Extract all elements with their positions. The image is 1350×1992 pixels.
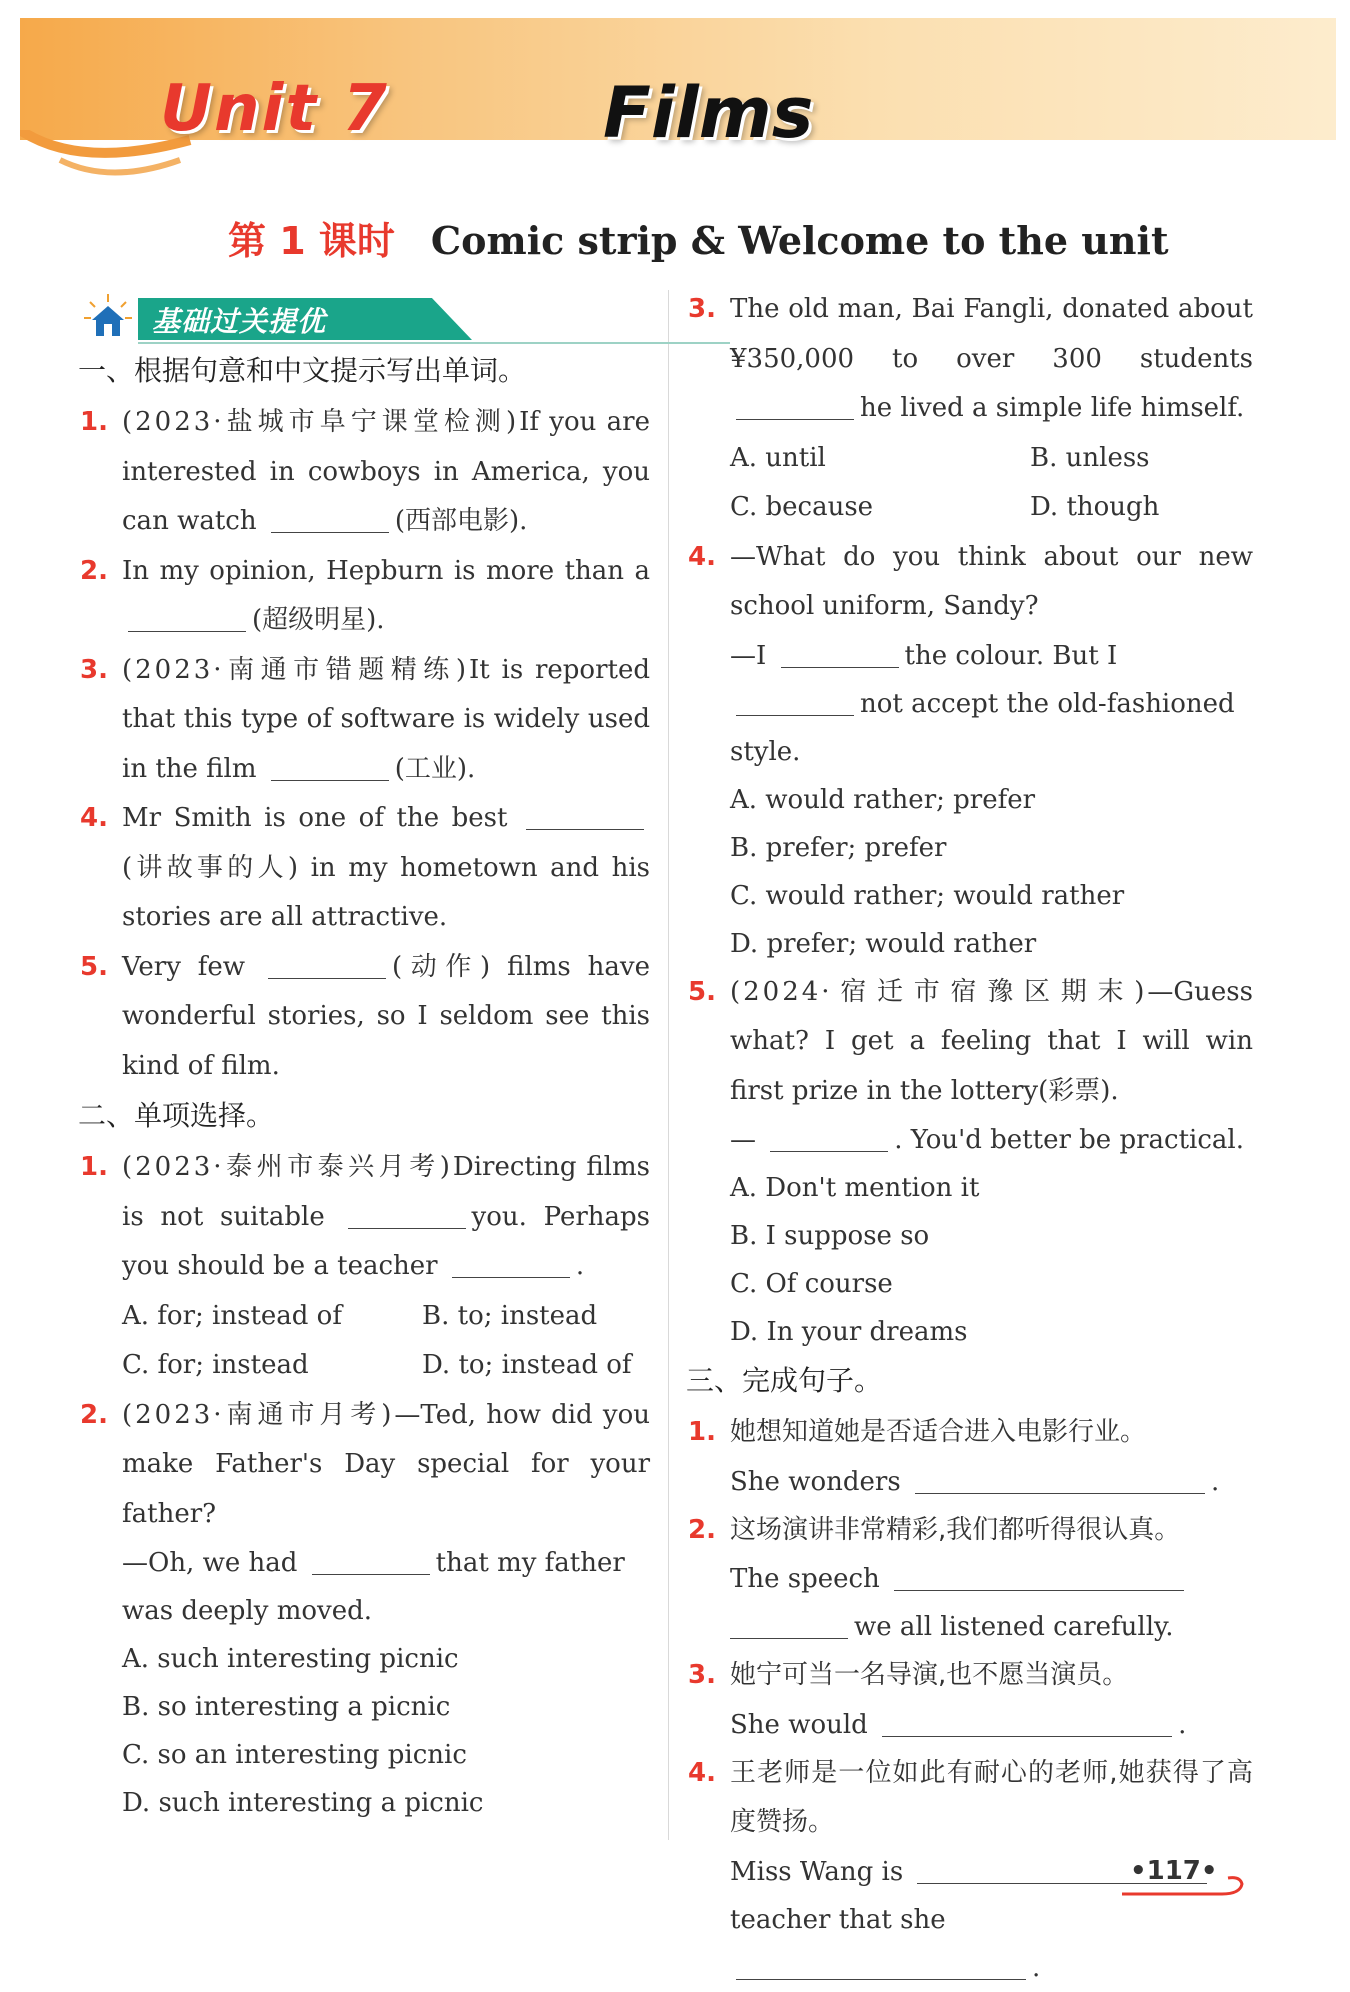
part1-question-5 [80, 943, 650, 1092]
unit-label: Unit 7 [160, 72, 389, 146]
question-hint: (超级明星). [252, 605, 385, 635]
part2-question-2-reply [80, 1539, 650, 1635]
section-badge [80, 290, 650, 346]
answer-blank[interactable] [915, 1467, 1205, 1494]
option-d[interactable]: D. prefer; would rather [730, 928, 1037, 959]
chinese-prompt: 这场演讲非常精彩,我们都听得很认真。 [730, 1514, 1181, 1545]
question-text-cont: he lived a simple life himself. [860, 393, 1245, 423]
part2-heading: 二、单项选择。 [78, 1099, 275, 1132]
question-text-cont: you. Perhaps you should be a teacher [122, 1201, 650, 1281]
part3-question-3 [688, 1651, 1253, 1701]
answer-blank[interactable] [770, 1125, 888, 1152]
lesson-number: 第 1 课时 [228, 219, 395, 263]
answer-blank[interactable] [736, 393, 854, 420]
answer-blank[interactable] [730, 1612, 848, 1639]
option-d[interactable]: D. to; instead of [422, 1350, 632, 1380]
period: . [575, 1251, 585, 1281]
part2-question-2 [80, 1391, 650, 1540]
question-source: (2024·宿迁市宿豫区期末) [730, 976, 1148, 1007]
answer-blank[interactable] [894, 1564, 1184, 1591]
answer-start: She would [730, 1709, 868, 1740]
answer-blank[interactable] [271, 506, 389, 533]
reply-end: . You'd better be practical. [894, 1125, 1244, 1155]
reply-end: that my father was deeply moved. [122, 1548, 625, 1626]
question-number: 2. [688, 1514, 716, 1545]
part2-question-3 [688, 285, 1253, 434]
period: . [1178, 1709, 1187, 1740]
answer-blank[interactable] [271, 754, 389, 781]
question-text-cont: in my hometown and his stories are all attractive. [122, 852, 651, 932]
question-number: 2. [80, 1399, 108, 1430]
answer-start: Miss Wang is [730, 1856, 904, 1887]
option-d[interactable]: D. In your dreams [730, 1317, 968, 1347]
answer-start: The speech [730, 1564, 880, 1594]
question-source: (2023·盐城市阜宁课堂检测) [122, 407, 520, 437]
option-b[interactable]: B. so interesting a picnic [122, 1692, 451, 1722]
answer-blank[interactable] [526, 803, 644, 830]
part3-answer-2 [688, 1555, 1253, 1603]
question-source: (2023·南通市月考) [122, 1399, 395, 1430]
lesson-title [228, 210, 1169, 265]
badge-label: 基础过关提优 [152, 305, 327, 338]
part3-answer-3 [688, 1701, 1253, 1749]
question-number: 3. [80, 654, 108, 685]
question-text: —Ted, how did you make Father's Day special for your father? [122, 1399, 650, 1529]
option-b[interactable]: B. prefer; prefer [730, 832, 947, 863]
question-hint: (西部电影). [394, 506, 528, 536]
part2-question-4-reply [688, 632, 1253, 776]
part1-heading: 一、根据句意和中文提示写出单词。 [78, 354, 527, 387]
answer-mid: teacher that she [730, 1904, 946, 1935]
question-number: 3. [688, 1660, 716, 1690]
question-text: The old man, Bai Fangli, donated about ¥350,000 to over 300 students [730, 294, 1253, 374]
part2-question-3-options [688, 434, 1253, 533]
answer-blank[interactable] [128, 605, 246, 632]
option-d[interactable]: D. though [1030, 492, 1160, 522]
badge-underline [138, 342, 730, 344]
answer-end: we all listened carefully. [854, 1612, 1174, 1642]
period: . [1210, 1466, 1220, 1497]
question-number: 4. [688, 541, 716, 572]
question-text: Directing films is not suitable [122, 1152, 650, 1232]
option-b[interactable]: B. unless [1030, 442, 1150, 473]
question-text: —What do you think about our new school uniform, Sandy? [730, 541, 1253, 621]
option-c[interactable]: C. would rather; would rather [730, 880, 1125, 911]
question-number: 3. [688, 294, 716, 324]
part1-question-4 [80, 794, 650, 943]
question-number: 1. [688, 1417, 716, 1447]
question-number: 4. [688, 1757, 716, 1788]
question-source: (2023·泰州市泰兴月考) [122, 1152, 453, 1182]
question-hint: (工业). [394, 753, 476, 784]
option-c[interactable]: C. Of course [730, 1269, 893, 1299]
reply-end: not accept the old-fashioned style. [730, 688, 1235, 767]
option-b[interactable]: B. to; instead [422, 1300, 598, 1331]
chinese-prompt: 王老师是一位如此有耐心的老师,她获得了高度赞扬。 [730, 1757, 1253, 1837]
part3-heading: 三、完成句子。 [686, 1364, 883, 1397]
left-column [80, 290, 650, 1827]
part3-question-4 [688, 1749, 1253, 1848]
option-a[interactable]: A. such interesting picnic [122, 1644, 459, 1674]
part2-question-5 [688, 968, 1253, 1117]
part2-question-5-reply [688, 1116, 1253, 1164]
option-a[interactable]: A. would rather; prefer [730, 784, 1036, 815]
reply-start: — [730, 1125, 756, 1155]
question-hint: (动作) [391, 951, 491, 982]
option-b[interactable]: B. I suppose so [730, 1221, 930, 1251]
part1-question-2 [80, 547, 650, 646]
reply-start: —I [730, 640, 767, 671]
right-column [688, 285, 1253, 1992]
option-c[interactable]: C. for; instead [122, 1350, 309, 1380]
question-source: (2023·南通市错题精练) [122, 654, 469, 685]
part1-question-1 [80, 398, 650, 547]
part2-question-1-options [80, 1292, 650, 1391]
question-text: Very few [122, 951, 246, 982]
part3-answer-1 [688, 1458, 1253, 1506]
lesson-name: Comic strip & Welcome to the unit [430, 218, 1169, 263]
option-a[interactable]: A. until [730, 442, 826, 473]
answer-blank[interactable] [781, 641, 899, 668]
part2-question-4 [688, 533, 1253, 632]
question-hint: (讲故事的人) [122, 852, 299, 883]
answer-blank[interactable] [882, 1710, 1172, 1737]
question-number: 5. [80, 951, 108, 982]
period: . [1032, 1952, 1041, 1983]
reply-start: —Oh, we had [122, 1548, 298, 1578]
option-d[interactable]: D. such interesting a picnic [122, 1788, 484, 1818]
arrow-icon [1122, 1870, 1252, 1900]
option-c[interactable]: C. so an interesting picnic [122, 1740, 467, 1770]
unit-title: Films [603, 72, 814, 154]
part3-answer-2-cont [688, 1603, 1253, 1651]
answer-blank[interactable] [736, 689, 854, 716]
question-number: 5. [688, 976, 716, 1007]
answer-blank[interactable] [736, 1953, 1026, 1980]
option-a[interactable]: A. Don't mention it [730, 1173, 980, 1203]
question-number: 2. [80, 555, 108, 586]
question-text: —Guess what? I get a feeling that I will win first prize in the lottery(彩票). [730, 976, 1253, 1106]
chinese-prompt: 她想知道她是否适合进入电影行业。 [730, 1417, 1147, 1447]
reply-mid: the colour. But I [904, 640, 1118, 671]
answer-blank[interactable] [348, 1202, 466, 1229]
question-text: Mr Smith is one of the best [122, 803, 508, 833]
answer-blank[interactable] [452, 1251, 570, 1278]
option-c[interactable]: C. because [730, 492, 874, 522]
question-text: If you are interested in cowboys in America, you can watch [122, 407, 650, 536]
house-icon [82, 292, 134, 344]
column-divider [668, 290, 669, 1840]
part3-question-1 [688, 1408, 1253, 1458]
answer-blank[interactable] [312, 1548, 430, 1575]
chinese-prompt: 她宁可当一名导演,也不愿当演员。 [730, 1660, 1129, 1690]
question-number: 4. [80, 803, 108, 833]
page-number: •117• [1130, 1856, 1218, 1886]
option-a[interactable]: A. for; instead of [122, 1300, 342, 1331]
part2-question-1 [80, 1143, 650, 1292]
question-text: In my opinion, Hepburn is more than a [122, 555, 650, 586]
part1-question-3 [80, 646, 650, 795]
part3-answer-4-cont [688, 1896, 1253, 1992]
question-number: 1. [80, 407, 108, 437]
question-number: 1. [80, 1152, 108, 1182]
question-text-cont: films have wonderful stories, so I seldom see this kind of film. [122, 951, 650, 1081]
question-text: It is reported that this type of software is widely used in the film [122, 654, 650, 784]
answer-start: She wonders [730, 1466, 901, 1497]
answer-blank[interactable] [268, 952, 386, 979]
part3-question-2 [688, 1506, 1253, 1556]
